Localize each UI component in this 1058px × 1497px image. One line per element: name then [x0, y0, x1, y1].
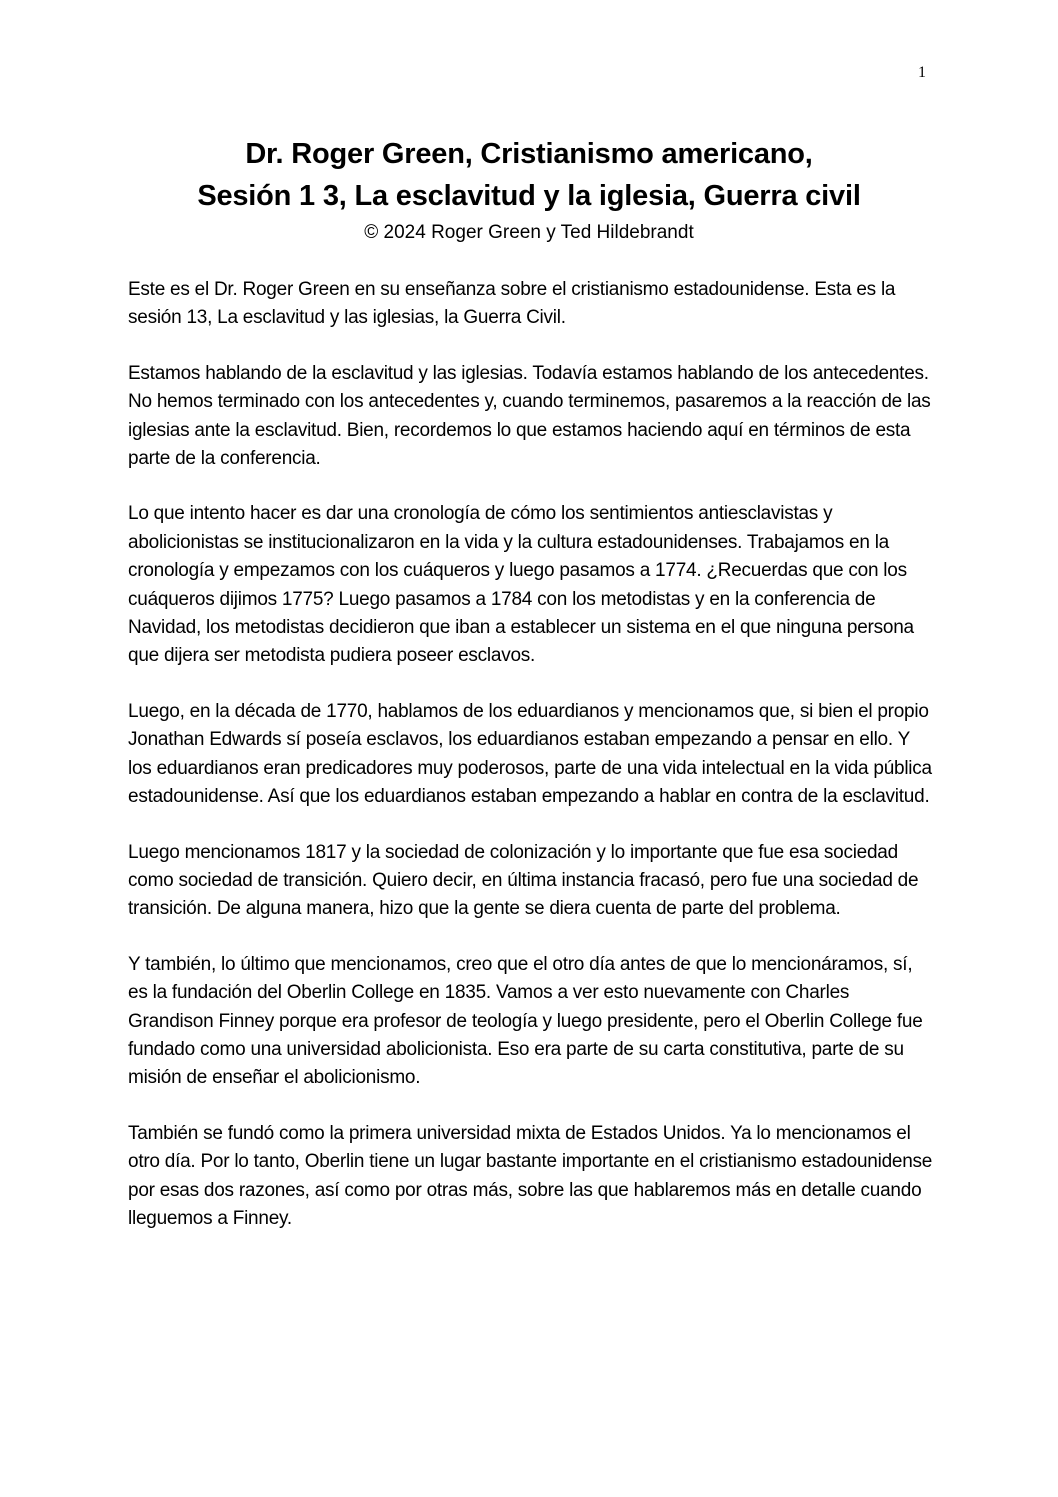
paragraph: Estamos hablando de la esclavitud y las iglesias. Todavía estamos hablando de los antecedentes. No hemos terminado con los antecedentes y, cuando terminemos, pasaremos a la reacción de las iglesias ante la esclavitud. Bien, recordemos lo que estamos haciendo aquí en términos de esta parte de la conferencia.	[128, 362, 931, 470]
document-body	[128, 276, 933, 1260]
title-line-1: Dr. Roger Green, Cristianismo americano,	[245, 138, 813, 170]
page-number: 1	[918, 64, 926, 81]
paragraph: Lo que intento hacer es dar una cronología de cómo los sentimientos antiesclavistas y abolicionistas se institucionalizaron en la vida y la cultura estadounidenses. Trabajamos en la cronología y empezamos con los cuáqueros y luego pasamos a 1774. ¿Recuerdas que con los cuáqueros dijimos 1775? Luego pasamos a 1784 con los metodistas y en la conferencia de Navidad, los metodistas decidieron que iban a establecer un sistema en el que ninguna persona que dijera ser metodista pudiera poseer esclavos.	[128, 503, 914, 667]
paragraph: Luego, en la década de 1770, hablamos de los eduardianos y mencionamos que, si bien el propio Jonathan Edwards sí poseía esclavos, los eduardianos estaban empezando a pensar en ello. Y los eduardianos eran predicadores muy poderosos, parte de una vida intelectual en la vida pública estadounidense. Así que los eduardianos estaban empezando a hablar en contra de la esclavitud.	[128, 700, 932, 808]
paragraph: Este es el Dr. Roger Green en su enseñanza sobre el cristianismo estadounidense. Esta es la sesión 13, La esclavitud y las iglesias, la Guerra Civil.	[128, 279, 896, 329]
document-title	[60, 133, 998, 217]
paragraph: Y también, lo último que mencionamos, creo que el otro día antes de que lo mencionáramos, sí, es la fundación del Oberlin College en 1835. Vamos a ver esto nuevamente con Charles Grandison Finney porque era profesor de teología y luego presidente, pero el Oberlin College fue fundado como una universidad abolicionista. Eso era parte de su carta constitutiva, parte de su misión de enseñar el abolicionismo.	[128, 953, 923, 1089]
paragraph: También se fundó como la primera universidad mixta de Estados Unidos. Ya lo mencionamos el otro día. Por lo tanto, Oberlin tiene un lugar bastante importante en el cristianismo estadounidense por esas dos razones, así como por otras más, sobre las que hablaremos más en detalle cuando lleguemos a Finney.	[128, 1122, 933, 1229]
paragraph: Luego mencionamos 1817 y la sociedad de colonización y lo importante que fue esa sociedad como sociedad de transición. Quiero decir, en última instancia fracasó, pero fue una sociedad de transición. De alguna manera, hizo que la gente se diera cuenta de parte del problema.	[128, 841, 919, 920]
title-line-2: Sesión 1 3, La esclavitud y la iglesia, Guerra civil	[197, 180, 861, 212]
copyright-line: © 2024 Roger Green y Ted Hildebrandt	[364, 222, 694, 243]
